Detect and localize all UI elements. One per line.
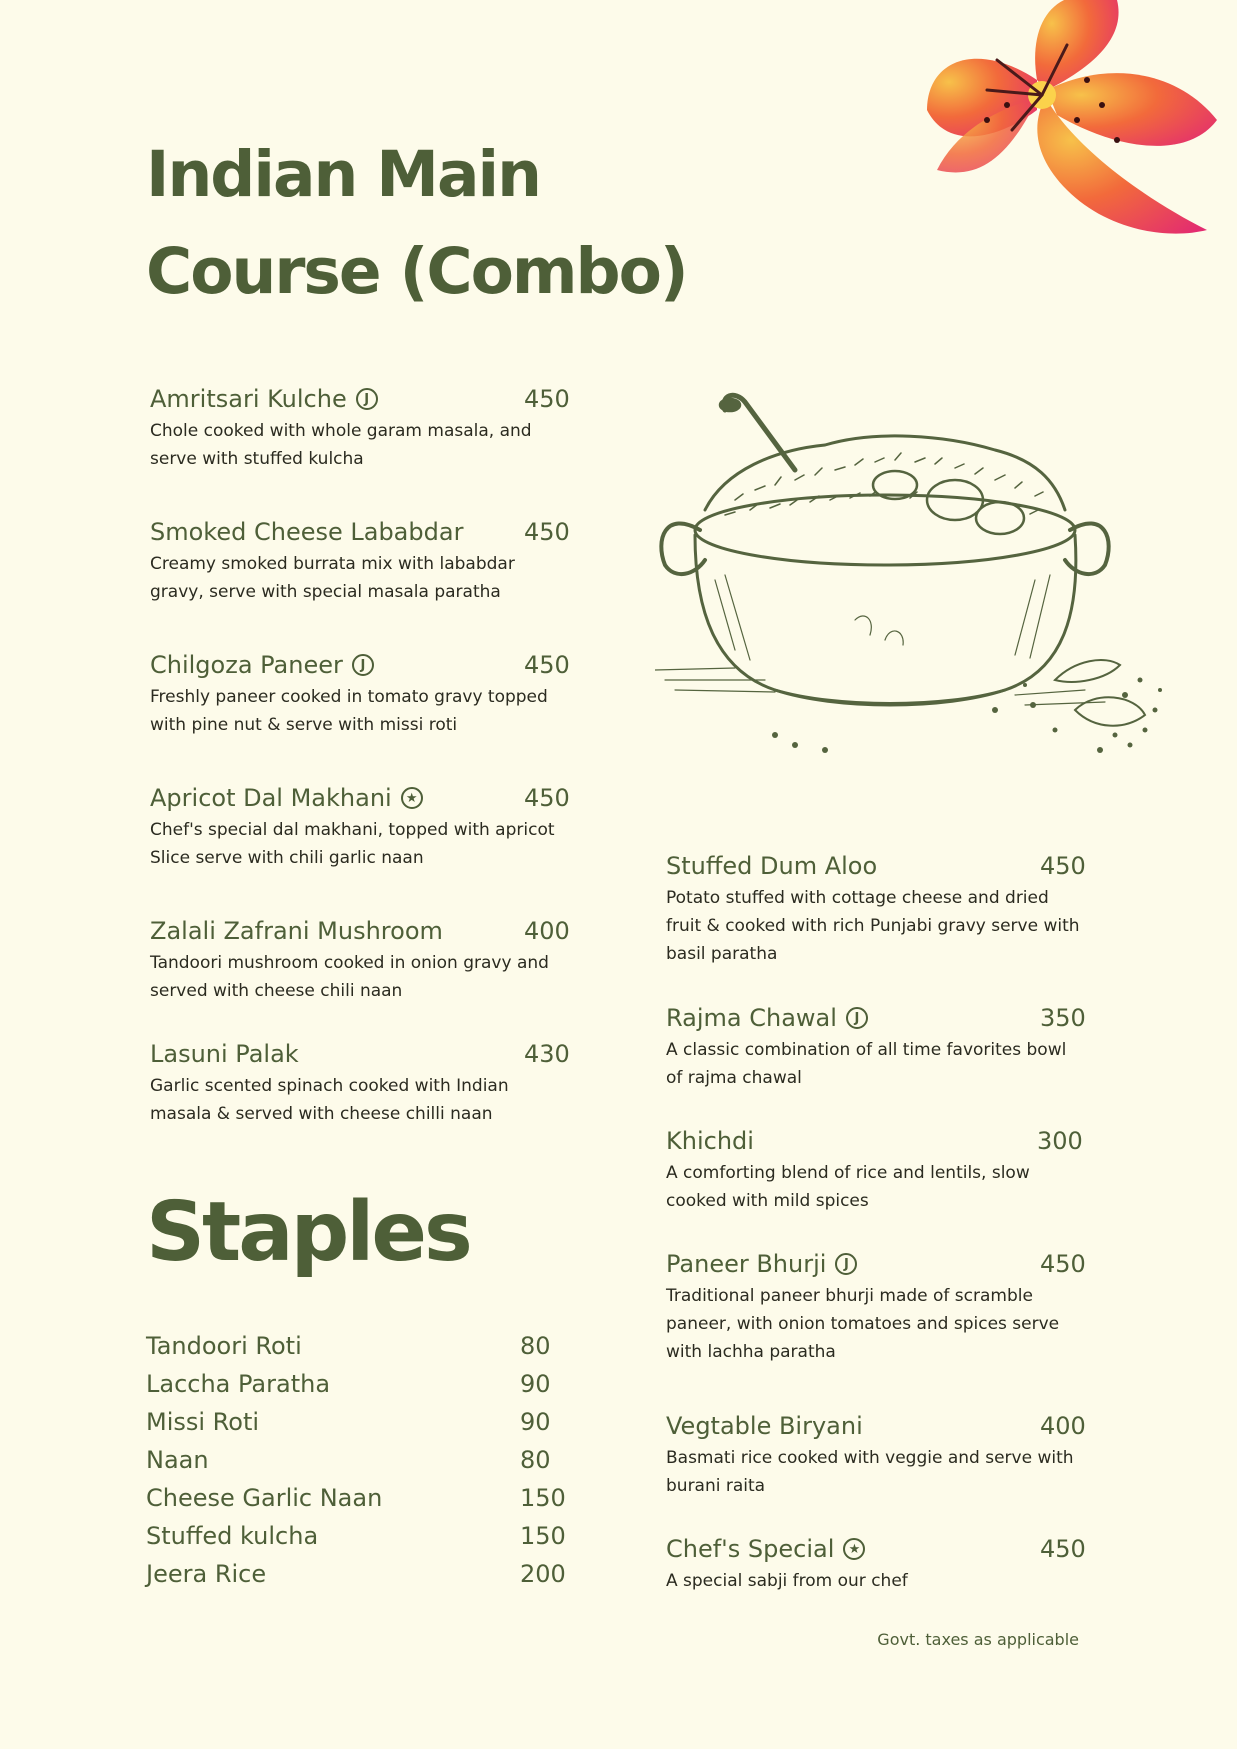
staples-title: Staples — [146, 1185, 470, 1280]
staple-name: Missi Roti — [146, 1408, 260, 1436]
flower-illustration — [917, 0, 1237, 250]
item-name: Vegtable Biryani — [666, 1412, 863, 1440]
menu-item — [150, 917, 570, 1005]
chef-star-icon: ★ — [401, 787, 423, 809]
item-price: 450 — [1040, 852, 1086, 880]
item-price: 400 — [1040, 1412, 1086, 1440]
menu-item — [150, 784, 570, 872]
item-price: 450 — [524, 518, 570, 546]
menu-item — [666, 1412, 1086, 1500]
staple-row — [146, 1408, 551, 1440]
biryani-pot-illustration — [655, 390, 1165, 810]
item-price: 450 — [524, 784, 570, 812]
menu-item — [666, 1127, 1086, 1215]
staple-row — [146, 1560, 566, 1592]
item-description: A classic combination of all time favorites bowl of rajma chawal — [666, 1040, 1067, 1088]
menu-item — [150, 518, 570, 606]
staple-name: Stuffed kulcha — [146, 1522, 319, 1550]
staple-price: 80 — [520, 1332, 551, 1360]
item-name: Amritsari Kulche — [150, 385, 347, 413]
item-price: 300 — [1037, 1127, 1083, 1155]
staple-price: 150 — [520, 1484, 566, 1512]
chef-star-icon: ★ — [843, 1538, 865, 1560]
item-name: Chef's Special — [666, 1535, 835, 1563]
staple-price: 90 — [520, 1408, 551, 1436]
staple-row — [146, 1370, 551, 1402]
item-description: Garlic scented spinach cooked with Indian masala & served with cheese chilli naan — [150, 1076, 509, 1124]
menu-item — [666, 1250, 1086, 1366]
item-price: 350 — [1040, 1004, 1086, 1032]
item-description: Chef's special dal makhani, topped with apricot Slice serve with chili garlic naan — [150, 820, 555, 868]
jain-icon: J — [356, 388, 378, 410]
staple-name: Jeera Rice — [146, 1560, 267, 1588]
item-description: Basmati rice cooked with veggie and serve with burani raita — [666, 1448, 1074, 1496]
item-name: Stuffed Dum Aloo — [666, 852, 878, 880]
main-course-title-line1: Indian Main — [146, 138, 540, 211]
item-name: Paneer Bhurji — [666, 1250, 827, 1278]
jain-icon: J — [846, 1007, 868, 1029]
staple-price: 200 — [520, 1560, 566, 1588]
staple-price: 150 — [520, 1522, 566, 1550]
item-description: Tandoori mushroom cooked in onion gravy and served with cheese chili naan — [150, 953, 549, 1001]
menu-item — [150, 385, 570, 473]
staple-row — [146, 1484, 566, 1516]
item-description: Freshly paneer cooked in tomato gravy topped with pine nut & serve with missi roti — [150, 687, 548, 735]
item-description: Chole cooked with whole garam masala, and serve with stuffed kulcha — [150, 421, 532, 469]
item-name: Zalali Zafrani Mushroom — [150, 917, 443, 945]
staple-row — [146, 1446, 551, 1478]
staple-name: Naan — [146, 1446, 209, 1474]
menu-item — [666, 1004, 1086, 1092]
menu-item — [666, 852, 1086, 968]
staple-price: 80 — [520, 1446, 551, 1474]
item-name: Lasuni Palak — [150, 1040, 299, 1068]
item-price: 450 — [1040, 1250, 1086, 1278]
jain-icon: J — [352, 654, 374, 676]
staple-row — [146, 1332, 551, 1364]
item-description: Traditional paneer bhurji made of scramble paneer, with onion tomatoes and spices serve with lachha paratha — [666, 1286, 1060, 1362]
item-description: Creamy smoked burrata mix with lababdar gravy, serve with special masala paratha — [150, 554, 515, 602]
item-price: 400 — [524, 917, 570, 945]
menu-item — [150, 1040, 570, 1128]
item-name: Smoked Cheese Lababdar — [150, 518, 464, 546]
item-price: 450 — [524, 651, 570, 679]
staple-name: Cheese Garlic Naan — [146, 1484, 383, 1512]
staple-price: 90 — [520, 1370, 551, 1398]
staple-name: Laccha Paratha — [146, 1370, 331, 1398]
staple-name: Tandoori Roti — [146, 1332, 302, 1360]
item-name: Apricot Dal Makhani — [150, 784, 392, 812]
item-price: 450 — [524, 385, 570, 413]
staple-row — [146, 1522, 566, 1554]
item-name: Chilgoza Paneer — [150, 651, 343, 679]
menu-item — [150, 651, 570, 739]
item-name: Rajma Chawal — [666, 1004, 837, 1032]
item-name: Khichdi — [666, 1127, 754, 1155]
tax-footnote: Govt. taxes as applicable — [877, 1630, 1079, 1649]
jain-icon: J — [835, 1253, 857, 1275]
item-description: A comforting blend of rice and lentils, slow cooked with mild spices — [666, 1163, 1030, 1211]
main-course-title-line2: Course (Combo) — [146, 235, 687, 308]
item-description: Potato stuffed with cottage cheese and dried fruit & cooked with rich Punjabi gravy serve with basil paratha — [666, 888, 1080, 964]
item-price: 430 — [524, 1040, 570, 1068]
item-description: A special sabji from our chef — [666, 1571, 908, 1591]
menu-item — [666, 1535, 1086, 1595]
item-price: 450 — [1040, 1535, 1086, 1563]
